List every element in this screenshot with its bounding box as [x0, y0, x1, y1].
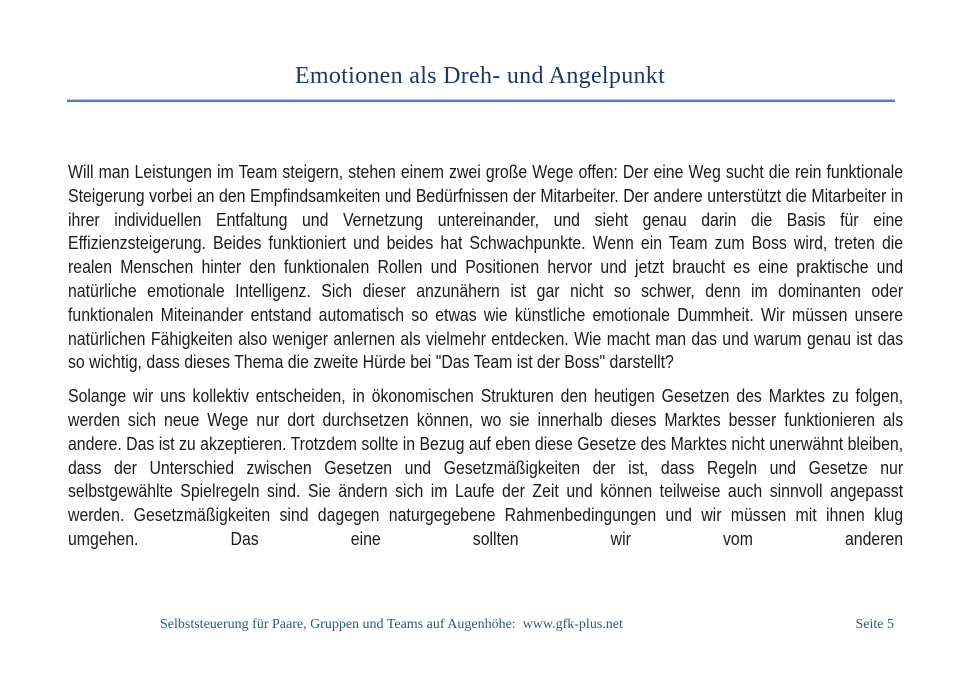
title-underline-rule — [67, 99, 895, 102]
footer-caption — [160, 617, 623, 633]
paragraph-2: Solange wir uns kollektiv entscheiden, in ökonomischen Strukturen den heutigen Gesetzen des Marktes zu folgen, werden sich neue Wege nur dort durchsetzen können, wo sie innerhalb dieses Marktes besser funktionieren als andere. Das ist zu akzeptieren. Trotzdem sollte in Bezug auf eben diese Gesetze des Marktes nicht unerwähnt bleiben, dass der Unterschied zwischen Gesetzen und Gesetzmäßigkeiten der ist, dass Regeln und Gesetze nur selbstgewählte Spielregeln sind. Sie ändern sich im Laufe der Zeit und können teilweise auch sinnvoll angepasst werden. Gesetzmäßigkeiten sind dagegen naturgegebene Rahmenbedingungen und wir müssen mit ihnen klug umgehen. Das eine sollten wir vom anderen — [68, 386, 904, 549]
footer-url: www.gfk-plus.net — [522, 617, 623, 632]
body-text — [68, 161, 903, 552]
paragraph-1: Will man Leistungen im Team steigern, stehen einem zwei große Wege offen: Der eine Weg sucht die rein funktionale Steigerung vorbei an den Empfindsamkeiten und Bedürfnissen der Mitarbeiter. Der andere unterstützt die Mitarbeiter in ihrer individuellen Entfaltung und Vernetzung untereinander, und sieht genau darin die Basis für eine Effizienzsteigerung. Beides funktioniert und beides hat Schwachpunkte. Wenn ein Team zum Boss wird, treten die realen Menschen hinter den funktionalen Rollen und Positionen hervor und jetzt braucht es eine praktische und natürliche emotionale Intelligenz. Sich dieser anzunähern ist gar nicht so schwer, denn im dominanten oder funktionalen Miteinander entstand automatisch so etwas wie künstliche emotionale Dummheit. Wir müssen unsere natürlichen Fähigkeiten also weniger anlernen als vielmehr entdecken. Wie macht man das und warum genau ist das so wichtig, dass dieses Thema die zweite Hürde bei "Das Team ist der Boss" darstellt? — [68, 162, 904, 373]
footer-caption-label: Selbststeuerung für Paare, Gruppen und Teams auf Augenhöhe: — [160, 617, 516, 632]
page-number: Seite 5 — [855, 617, 894, 632]
page-title: Emotionen als Dreh- und Angelpunkt — [294, 63, 666, 89]
